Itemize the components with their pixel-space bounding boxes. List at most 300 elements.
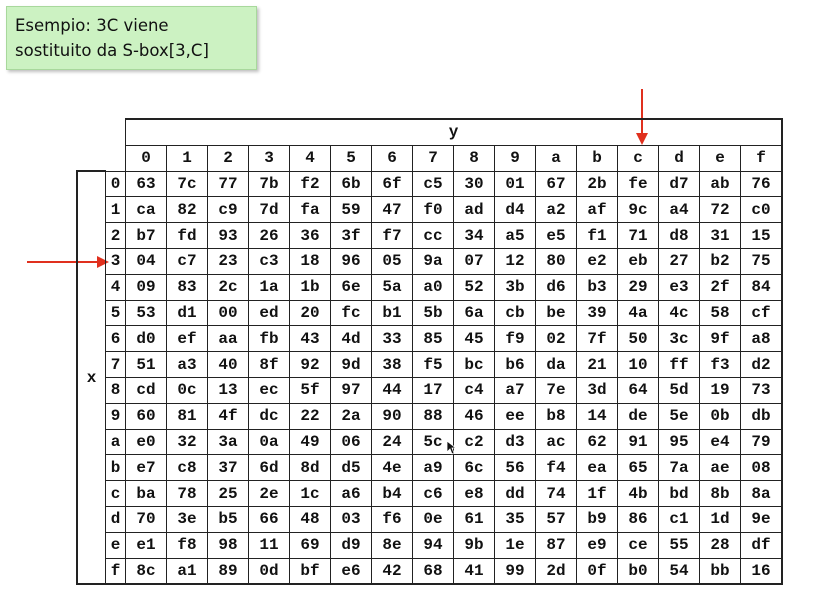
sbox-cell: fe	[618, 171, 659, 197]
sbox-cell: 1b	[290, 274, 331, 300]
table-row	[77, 248, 782, 274]
sbox-cell: 7f	[577, 326, 618, 352]
sbox-cell: e0	[126, 429, 167, 455]
sbox-cell: 67	[536, 171, 577, 197]
row-header: f	[106, 558, 126, 584]
sbox-cell: 91	[618, 429, 659, 455]
sbox-cell: bb	[700, 558, 741, 584]
sbox-cell: 53	[126, 300, 167, 326]
sbox-cell: cb	[495, 300, 536, 326]
sbox-cell: d7	[659, 171, 700, 197]
sbox-cell: 06	[331, 429, 372, 455]
sbox-cell: f2	[290, 171, 331, 197]
table-row	[77, 326, 782, 352]
sbox-cell: 23	[208, 248, 249, 274]
sbox-cell: 8e	[372, 532, 413, 558]
row-header: 9	[106, 403, 126, 429]
column-header: 4	[290, 145, 331, 171]
sbox-cell: bf	[290, 558, 331, 584]
sbox-cell: 77	[208, 171, 249, 197]
sbox-cell: 44	[372, 377, 413, 403]
sbox-cell: 59	[331, 197, 372, 223]
sbox-cell: ea	[577, 455, 618, 481]
sbox-cell: da	[536, 352, 577, 378]
table-row	[77, 481, 782, 507]
sbox-cell: b2	[700, 248, 741, 274]
sbox-cell: 64	[618, 377, 659, 403]
table-row	[77, 429, 782, 455]
sbox-cell: b5	[208, 506, 249, 532]
sbox-cell: 26	[249, 223, 290, 249]
corner-blank	[77, 145, 106, 171]
sbox-cell: a4	[659, 197, 700, 223]
sbox-cell: 6e	[331, 274, 372, 300]
sbox-cell: 51	[126, 352, 167, 378]
sbox-cell: 05	[372, 248, 413, 274]
sbox-cell: 73	[741, 377, 783, 403]
sbox-cell: 24	[372, 429, 413, 455]
sbox-cell: 5a	[372, 274, 413, 300]
sbox-cell: 84	[741, 274, 783, 300]
column-header: 5	[331, 145, 372, 171]
sbox-cell: 98	[208, 532, 249, 558]
sbox-cell: ac	[536, 429, 577, 455]
table-row	[77, 300, 782, 326]
sbox-cell: fa	[290, 197, 331, 223]
sbox-cell: 33	[372, 326, 413, 352]
sbox-cell: fb	[249, 326, 290, 352]
sbox-cell: 80	[536, 248, 577, 274]
sbox-cell: c7	[167, 248, 208, 274]
corner-blank	[106, 145, 126, 171]
sbox-cell: 5f	[290, 377, 331, 403]
sbox-cell: 19	[700, 377, 741, 403]
sbox-cell: 37	[208, 455, 249, 481]
sbox-cell: 63	[126, 171, 167, 197]
sbox-cell: 4e	[372, 455, 413, 481]
sbox-cell: 4b	[618, 481, 659, 507]
sbox-cell: 46	[454, 403, 495, 429]
sbox-cell: 4c	[659, 300, 700, 326]
sbox-cell: 25	[208, 481, 249, 507]
sbox-cell: d0	[126, 326, 167, 352]
sbox-cell: 87	[536, 532, 577, 558]
sbox-cell: 4f	[208, 403, 249, 429]
sbox-cell: 45	[454, 326, 495, 352]
sbox-cell: a6	[331, 481, 372, 507]
row-header: 4	[106, 274, 126, 300]
sbox-cell: 52	[454, 274, 495, 300]
sbox-cell: dd	[495, 481, 536, 507]
sbox-cell: 30	[454, 171, 495, 197]
sbox-cell: 5c	[413, 429, 454, 455]
sbox-cell: 00	[208, 300, 249, 326]
sbox-cell: 3b	[495, 274, 536, 300]
sbox-cell: c4	[454, 377, 495, 403]
sbox-cell: 38	[372, 352, 413, 378]
sbox-cell: ab	[700, 171, 741, 197]
sbox-cell: 54	[659, 558, 700, 584]
sbox-cell: 6f	[372, 171, 413, 197]
sbox-cell: 4a	[618, 300, 659, 326]
sbox-cell: de	[618, 403, 659, 429]
sbox-cell: ba	[126, 481, 167, 507]
row-header: e	[106, 532, 126, 558]
sbox-cell: 28	[700, 532, 741, 558]
table-row	[77, 506, 782, 532]
sbox-cell: 69	[290, 532, 331, 558]
sbox-cell: be	[536, 300, 577, 326]
sbox-cell: b0	[618, 558, 659, 584]
sbox-cell: 02	[536, 326, 577, 352]
sbox-cell: 27	[659, 248, 700, 274]
row-header: 6	[106, 326, 126, 352]
sbox-cell: 58	[700, 300, 741, 326]
sbox-cell: e8	[454, 481, 495, 507]
sbox-cell: 93	[208, 223, 249, 249]
sbox-cell: 79	[741, 429, 783, 455]
sbox-cell: 22	[290, 403, 331, 429]
table-row	[77, 171, 782, 197]
sbox-cell: 08	[741, 455, 783, 481]
sbox-cell: 7d	[249, 197, 290, 223]
sbox-cell: d9	[331, 532, 372, 558]
sbox-cell: 62	[577, 429, 618, 455]
sbox-cell: 92	[290, 352, 331, 378]
sbox-cell: e9	[577, 532, 618, 558]
sbox-cell: c2	[454, 429, 495, 455]
sbox-cell: a0	[413, 274, 454, 300]
column-header: 6	[372, 145, 413, 171]
sbox-cell: c9	[208, 197, 249, 223]
table-row	[77, 352, 782, 378]
sbox-cell: 57	[536, 506, 577, 532]
sbox-cell: 21	[577, 352, 618, 378]
sbox-cell: 5d	[659, 377, 700, 403]
column-header: 9	[495, 145, 536, 171]
column-header: 2	[208, 145, 249, 171]
sbox-cell: 94	[413, 532, 454, 558]
sbox-cell: 9e	[741, 506, 783, 532]
sbox-cell: 49	[290, 429, 331, 455]
sbox-cell: 60	[126, 403, 167, 429]
sbox-table	[76, 118, 783, 585]
sbox-cell: a7	[495, 377, 536, 403]
sbox-cell: 7b	[249, 171, 290, 197]
corner-blank	[106, 119, 126, 145]
sbox-cell: f3	[700, 352, 741, 378]
sbox-cell: 01	[495, 171, 536, 197]
sbox-cell: 29	[618, 274, 659, 300]
table-row	[77, 274, 782, 300]
sbox-cell: 55	[659, 532, 700, 558]
sbox-cell: aa	[208, 326, 249, 352]
sbox-cell: cf	[741, 300, 783, 326]
sbox-cell: 1d	[700, 506, 741, 532]
sbox-cell: 6d	[249, 455, 290, 481]
column-header: 0	[126, 145, 167, 171]
sbox-cell: 3e	[167, 506, 208, 532]
sbox-cell: c5	[413, 171, 454, 197]
table-row	[77, 197, 782, 223]
sbox-cell: 97	[331, 377, 372, 403]
sbox-cell: 7e	[536, 377, 577, 403]
sbox-cell: 07	[454, 248, 495, 274]
sbox-cell: 85	[413, 326, 454, 352]
sbox-cell: 39	[577, 300, 618, 326]
table-row	[77, 558, 782, 584]
sbox-cell: 43	[290, 326, 331, 352]
sbox-cell: 70	[126, 506, 167, 532]
sbox-cell: e3	[659, 274, 700, 300]
sbox-cell: 68	[413, 558, 454, 584]
sbox-cell: 41	[454, 558, 495, 584]
row-header: 7	[106, 352, 126, 378]
sbox-cell: c0	[741, 197, 783, 223]
sbox-cell: 03	[331, 506, 372, 532]
sbox-cell: 50	[618, 326, 659, 352]
sbox-cell: 2f	[700, 274, 741, 300]
sbox-cell: 9b	[454, 532, 495, 558]
sbox-cell: 14	[577, 403, 618, 429]
sbox-cell: 5b	[413, 300, 454, 326]
sbox-cell: a8	[741, 326, 783, 352]
sbox-cell: a1	[167, 558, 208, 584]
sbox-cell: e7	[126, 455, 167, 481]
sbox-cell: d2	[741, 352, 783, 378]
sbox-cell: 89	[208, 558, 249, 584]
sbox-cell: 9d	[331, 352, 372, 378]
sbox-cell: f7	[372, 223, 413, 249]
row-header: 0	[106, 171, 126, 197]
sbox-cell: 40	[208, 352, 249, 378]
sbox-cell: df	[741, 532, 783, 558]
row-header: a	[106, 429, 126, 455]
sbox-cell: 74	[536, 481, 577, 507]
sbox-cell: 2a	[331, 403, 372, 429]
sbox-cell: 12	[495, 248, 536, 274]
sbox-cell: 09	[126, 274, 167, 300]
sbox-cell: d4	[495, 197, 536, 223]
sbox-cell: dc	[249, 403, 290, 429]
note-line-2: sostituito da S-box[3,C]	[15, 41, 209, 60]
sbox-cell: 75	[741, 248, 783, 274]
table-row	[77, 532, 782, 558]
sbox-cell: 6b	[331, 171, 372, 197]
sbox-cell: ef	[167, 326, 208, 352]
example-note	[6, 6, 257, 70]
sbox-cell: 76	[741, 171, 783, 197]
sbox-cell: 56	[495, 455, 536, 481]
sbox-cell: f4	[536, 455, 577, 481]
sbox-cell: 0f	[577, 558, 618, 584]
sbox-cell: fc	[331, 300, 372, 326]
sbox-cell: 9a	[413, 248, 454, 274]
sbox-cell: 35	[495, 506, 536, 532]
sbox-cell: b8	[536, 403, 577, 429]
column-header: e	[700, 145, 741, 171]
table-row	[77, 455, 782, 481]
sbox-cell: d5	[331, 455, 372, 481]
sbox-cell: b3	[577, 274, 618, 300]
sbox-cell: fd	[167, 223, 208, 249]
sbox-cell: 71	[618, 223, 659, 249]
sbox-cell: cc	[413, 223, 454, 249]
sbox-cell: f1	[577, 223, 618, 249]
sbox-cell: b7	[126, 223, 167, 249]
sbox-cell: 82	[167, 197, 208, 223]
sbox-cell: 2e	[249, 481, 290, 507]
sbox-cell: 1f	[577, 481, 618, 507]
sbox-cell: 34	[454, 223, 495, 249]
sbox-cell: 4d	[331, 326, 372, 352]
sbox-cell: 0b	[700, 403, 741, 429]
sbox-cell: 88	[413, 403, 454, 429]
sbox-cell: 3a	[208, 429, 249, 455]
column-header: b	[577, 145, 618, 171]
column-header: 1	[167, 145, 208, 171]
sbox-cell: bd	[659, 481, 700, 507]
sbox-cell: f6	[372, 506, 413, 532]
sbox-cell: e5	[536, 223, 577, 249]
row-axis-label-x: x	[77, 171, 106, 584]
sbox-cell: ae	[700, 455, 741, 481]
sbox-cell: b9	[577, 506, 618, 532]
sbox-cell: c8	[167, 455, 208, 481]
sbox-cell: 48	[290, 506, 331, 532]
sbox-cell: 3f	[331, 223, 372, 249]
note-line-1: Esempio: 3C viene	[15, 16, 169, 35]
sbox-cell: b4	[372, 481, 413, 507]
sbox-cell: c6	[413, 481, 454, 507]
sbox-cell: 66	[249, 506, 290, 532]
sbox-cell: 8f	[249, 352, 290, 378]
sbox-cell: ca	[126, 197, 167, 223]
sbox-cell: a3	[167, 352, 208, 378]
sbox-cell: e6	[331, 558, 372, 584]
row-header: b	[106, 455, 126, 481]
sbox-cell: 1e	[495, 532, 536, 558]
sbox-cell: 0e	[413, 506, 454, 532]
sbox-cell: 9c	[618, 197, 659, 223]
sbox-cell: a5	[495, 223, 536, 249]
sbox-cell: af	[577, 197, 618, 223]
sbox-cell: a9	[413, 455, 454, 481]
table-row	[77, 403, 782, 429]
sbox-cell: f8	[167, 532, 208, 558]
sbox-cell: 47	[372, 197, 413, 223]
sbox-cell: 0c	[167, 377, 208, 403]
sbox-cell: 04	[126, 248, 167, 274]
sbox-cell: 8d	[290, 455, 331, 481]
row-header: d	[106, 506, 126, 532]
sbox-cell: 95	[659, 429, 700, 455]
row-header: 1	[106, 197, 126, 223]
sbox-cell: d1	[167, 300, 208, 326]
sbox-cell: 16	[741, 558, 783, 584]
sbox-cell: 9f	[700, 326, 741, 352]
sbox-cell: 61	[454, 506, 495, 532]
sbox-cell: 7a	[659, 455, 700, 481]
corner-blank	[77, 119, 106, 145]
sbox-cell: 81	[167, 403, 208, 429]
table-row	[77, 377, 782, 403]
sbox-cell: ce	[618, 532, 659, 558]
row-header: 5	[106, 300, 126, 326]
sbox-cell: b6	[495, 352, 536, 378]
column-header: 3	[249, 145, 290, 171]
sbox-cell: db	[741, 403, 783, 429]
sbox-cell: 3d	[577, 377, 618, 403]
sbox-cell: 96	[331, 248, 372, 274]
sbox-cell: 0a	[249, 429, 290, 455]
sbox-cell: 20	[290, 300, 331, 326]
sbox-cell: ec	[249, 377, 290, 403]
row-header: 8	[106, 377, 126, 403]
sbox-cell: 2b	[577, 171, 618, 197]
sbox-cell: ad	[454, 197, 495, 223]
sbox-cell: 10	[618, 352, 659, 378]
table-row	[77, 223, 782, 249]
sbox-cell: 8c	[126, 558, 167, 584]
column-header: a	[536, 145, 577, 171]
sbox-cell: e2	[577, 248, 618, 274]
sbox-cell: 17	[413, 377, 454, 403]
column-header: c	[618, 145, 659, 171]
sbox-cell: 2d	[536, 558, 577, 584]
sbox-cell: bc	[454, 352, 495, 378]
sbox-cell: eb	[618, 248, 659, 274]
sbox-cell: 11	[249, 532, 290, 558]
sbox-cell: 90	[372, 403, 413, 429]
sbox-cell: 42	[372, 558, 413, 584]
sbox-cell: 99	[495, 558, 536, 584]
sbox-cell: 7c	[167, 171, 208, 197]
mouse-cursor-icon	[446, 440, 456, 456]
sbox-cell: 72	[700, 197, 741, 223]
sbox-cell: 15	[741, 223, 783, 249]
sbox-cell: f5	[413, 352, 454, 378]
sbox-cell: 83	[167, 274, 208, 300]
sbox-cell: 1c	[290, 481, 331, 507]
sbox-cell: c3	[249, 248, 290, 274]
sbox-cell: 6c	[454, 455, 495, 481]
column-header: 7	[413, 145, 454, 171]
sbox-cell: ee	[495, 403, 536, 429]
sbox-cell: d3	[495, 429, 536, 455]
row-header: 2	[106, 223, 126, 249]
sbox-cell: 5e	[659, 403, 700, 429]
sbox-cell: ff	[659, 352, 700, 378]
sbox-cell: b1	[372, 300, 413, 326]
sbox-cell: 8a	[741, 481, 783, 507]
sbox-cell: 13	[208, 377, 249, 403]
row-header: 3	[106, 248, 126, 274]
sbox-cell: 2c	[208, 274, 249, 300]
sbox-cell: 3c	[659, 326, 700, 352]
sbox-cell: a2	[536, 197, 577, 223]
sbox-cell: c1	[659, 506, 700, 532]
sbox-cell: ed	[249, 300, 290, 326]
sbox-cell: 8b	[700, 481, 741, 507]
sbox-cell: f9	[495, 326, 536, 352]
row-header: c	[106, 481, 126, 507]
sbox-cell: 65	[618, 455, 659, 481]
column-header: 8	[454, 145, 495, 171]
sbox-cell: f0	[413, 197, 454, 223]
sbox-cell: e1	[126, 532, 167, 558]
sbox-cell: 1a	[249, 274, 290, 300]
